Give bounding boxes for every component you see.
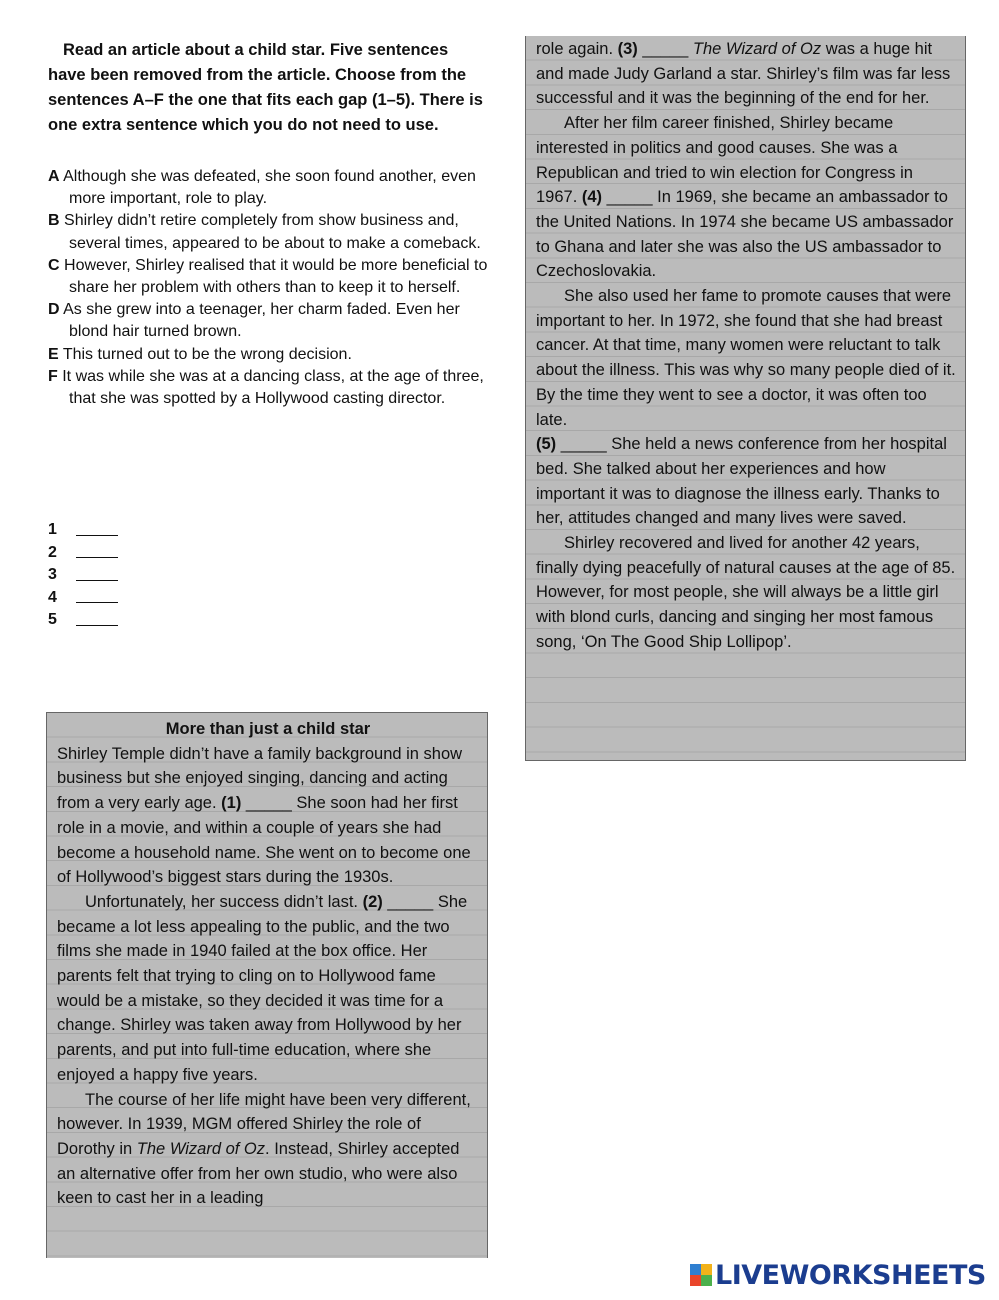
article-paragraph-6: Shirley recovered and lived for another 42 years, finally dying peacefully of natural causes at the age of 85. However, for most people, she will always be a little girl with blond curls, dancing and singing her most famous song, ‘On The Good Ship Lollipop’. xyxy=(536,534,956,651)
paragraph-text: She became a lot less appealing to the public, and the two films she made in 1940 failed at the box office. Her parents felt that trying to cling on to Hollywood fame would be a mistake, so they decided it was time for a change. Shirley was taken away from Hollywood by her parents, and put into full-time education, where she enjoyed a happy five years. xyxy=(57,892,468,1084)
film-title: The Wizard of Oz xyxy=(692,40,822,58)
paragraph-text: was a huge hit and made Judy Garland a star. Shirley’s film was far less successful and it was the beginning of the end for her. xyxy=(536,40,951,108)
gap-label: (2) xyxy=(362,892,383,911)
option-letter: C xyxy=(48,256,60,274)
option-text: Although she was defeated, she soon found another, even more important, role to play. xyxy=(63,168,476,208)
answer-row-5 xyxy=(48,609,118,632)
paragraph-text: She also used her fame to promote causes that were important to her. In 1972, she found that she had breast cancer. At that time, many women were reluctant to talk about the illness. This was why so many people died of it. By the time they went to see a doctor, it was often too late. xyxy=(536,287,956,429)
option-letter: F xyxy=(48,367,58,385)
option-e xyxy=(48,344,493,366)
article-paragraph-5b xyxy=(536,432,957,531)
gap-line: _____ xyxy=(642,40,689,58)
paragraph-text: She held a news conference from her hospital bed. She talked about her experiences and how important it was to diagnose the illness early. Thanks to her, attitudes changed and many lives were saved. xyxy=(536,435,947,528)
liveworksheets-logo xyxy=(690,1260,986,1290)
answer-blank-1[interactable] xyxy=(76,521,118,536)
paragraph-text: In 1969, she became an ambassador to the United Nations. In 1974 she became US ambassador to Ghana and later she was also the US ambassador to Czechoslovakia. xyxy=(536,188,954,281)
article-paragraph-1 xyxy=(57,742,479,890)
gap-label: (3) xyxy=(617,40,638,58)
article-column-left xyxy=(46,712,488,1258)
answer-blank-5[interactable] xyxy=(76,611,118,626)
answer-blank-2[interactable] xyxy=(76,543,118,558)
option-letter: A xyxy=(48,168,60,185)
answer-list xyxy=(48,519,118,632)
paragraph-text: The course of her life might have been very different, however. In 1939, MGM offered Shirley the role of Dorothy in xyxy=(57,1090,471,1158)
gap-1 xyxy=(221,794,292,812)
film-title: The Wizard of Oz xyxy=(136,1139,266,1158)
article-paragraph-3-end: role again. (3) _____ The Wizard of Oz was a huge hit and made Judy Garland a star. Shirley’s film was far less successful and it was the beginning of the end for her. xyxy=(536,40,951,108)
answer-number: 3 xyxy=(48,566,57,583)
option-text: This turned out to be the wrong decision. xyxy=(62,345,352,363)
option-a xyxy=(48,166,493,210)
article-paragraph-4 xyxy=(536,111,957,284)
instructions-text: Read an article about a child star. Five sentences have been removed from the article. Choose from the sentences A–F the one that fits each gap (1–5). There is one extra sentence which you do not need to use. xyxy=(48,41,483,134)
answer-number: 4 xyxy=(48,588,57,606)
option-letter: B xyxy=(48,212,60,230)
gap-line: _____ xyxy=(245,794,292,813)
gap-label: (4) xyxy=(581,188,603,207)
gap-line: _____ xyxy=(387,892,434,911)
gap-2 xyxy=(363,893,434,911)
article-paragraph-3-start: The course of her life might have been very different, however. In 1939, MGM offered Shirley the role of Dorothy in The Wizard of Oz. Instead, Shirley accepted an alternative offer from her own studio, who were also keen to cast her in a leading xyxy=(57,1090,471,1208)
option-d xyxy=(48,299,493,343)
answer-row-4 xyxy=(48,587,118,610)
article-paragraph-5 xyxy=(536,284,957,432)
answer-blank-4[interactable] xyxy=(76,588,118,603)
article-paragraph-2 xyxy=(57,890,479,1088)
option-c xyxy=(48,255,493,299)
option-text: As she grew into a teenager, her charm faded. Even her blond hair turned brown. xyxy=(63,301,460,341)
option-text: Shirley didn’t retire completely from show business and, several times, appeared to be about to make a comeback. xyxy=(64,212,481,252)
gap-5 xyxy=(536,435,607,453)
paragraph-text: She soon had her first role in a movie, and within a couple of years she had become a household name. She went on to become one of Hollywood’s biggest stars during the 1930s. xyxy=(57,794,471,887)
logo-blocks-icon xyxy=(690,1264,712,1286)
answer-number: 1 xyxy=(48,521,57,538)
logo-text: LIVEWORKSHEETS xyxy=(715,1259,986,1291)
answer-row-1 xyxy=(48,519,118,542)
paragraph-text: After her film career finished, Shirley became interested in politics and good causes. She was a Republican and tried to win election for Congress in 1967. xyxy=(536,114,913,207)
paragraph-text: Unfortunately, her success didn’t last. xyxy=(85,892,363,911)
answer-row-3 xyxy=(48,564,118,587)
answer-number: 5 xyxy=(48,611,57,628)
answer-blank-3[interactable] xyxy=(76,566,118,581)
option-text: However, Shirley realised that it would be more beneficial to share her problem with others than to keep it to herself. xyxy=(64,256,488,297)
article-title: More than just a child star xyxy=(165,720,371,738)
gap-label: (1) xyxy=(221,794,242,813)
option-text: It was while she was at a dancing class, at the age of three, that she was spotted by a Hollywood casting director. xyxy=(62,367,484,408)
article-column-right xyxy=(525,36,966,761)
gap-label: (5) xyxy=(536,435,557,454)
options-list xyxy=(48,166,493,410)
paragraph-text: Shirley Temple didn’t have a family background in show business but she enjoyed singing, dancing and acting from a very early age. xyxy=(57,744,463,813)
option-b xyxy=(48,210,493,254)
option-f xyxy=(48,366,493,410)
answer-number: 2 xyxy=(48,543,57,561)
answer-row-2 xyxy=(48,542,118,565)
instructions xyxy=(48,38,488,138)
gap-line: _____ xyxy=(560,435,607,454)
gap-3 xyxy=(618,40,689,58)
gap-line: _____ xyxy=(606,188,653,207)
option-letter: E xyxy=(48,345,59,363)
option-letter: D xyxy=(48,301,60,319)
gap-4 xyxy=(582,188,653,206)
